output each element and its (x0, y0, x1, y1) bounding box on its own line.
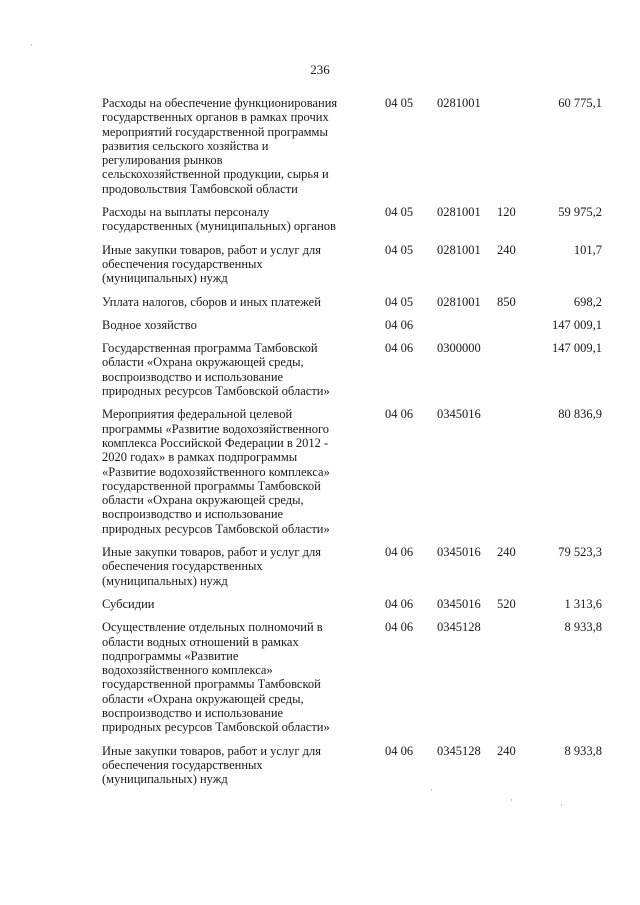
budget-table (102, 96, 602, 795)
row-expense-type: 240 (497, 545, 516, 560)
table-row (102, 205, 602, 234)
row-section-code: 04 06 (385, 596, 414, 611)
table-row (102, 620, 602, 734)
row-target-article: 0345128 (437, 743, 481, 758)
row-description: Государственная программа Тамбовской области «Охрана окружающей среды, воспроизводство и использование природных ресурсов Тамбовской области» (102, 341, 330, 399)
table-row (102, 318, 602, 332)
row-target-article: 0281001 (437, 242, 481, 257)
table-row (102, 597, 602, 611)
row-section-code: 04 05 (385, 96, 414, 110)
row-section-code: 04 06 (385, 620, 414, 635)
row-section-code: 04 06 (385, 545, 414, 560)
row-target-article: 0281001 (437, 96, 481, 110)
row-amount: 147 009,1 (552, 317, 602, 332)
row-amount: 698,2 (573, 294, 602, 309)
row-section-code: 04 05 (385, 294, 414, 309)
row-target-article: 0300000 (437, 341, 481, 356)
table-row (102, 545, 602, 588)
row-section-code: 04 05 (385, 205, 414, 220)
row-section-code: 04 05 (385, 242, 414, 257)
row-amount: 79 523,3 (558, 545, 602, 560)
row-amount: 60 775,1 (558, 96, 602, 110)
row-expense-type: 520 (497, 596, 516, 611)
table-row (102, 295, 602, 309)
row-amount: 101,7 (573, 242, 602, 257)
row-target-article: 0345016 (437, 545, 481, 560)
row-description: Субсидии (102, 596, 155, 611)
row-expense-type: 850 (497, 294, 516, 309)
scan-speck: · (560, 800, 563, 810)
row-section-code: 04 06 (385, 743, 414, 758)
row-amount: 59 975,2 (558, 205, 602, 220)
row-description: Водное хозяйство (102, 317, 197, 332)
row-description: Расходы на обеспечение функционирования государственных органов в рамках прочих мероприятий государственной программы развития сельского хозяйства и регулирования рынков сельскохозяйственной продукции, сырья и продовольствия Тамбовской области (102, 96, 338, 196)
scan-speck: · (430, 785, 433, 795)
row-target-article: 0345128 (437, 620, 481, 635)
row-section-code: 04 06 (385, 407, 414, 422)
row-amount: 80 836,9 (558, 407, 602, 422)
table-row (102, 407, 602, 536)
row-description: Иные закупки товаров, работ и услуг для обеспечения государственных (муниципальных) нужд (102, 242, 322, 286)
table-row (102, 341, 602, 398)
row-amount: 8 933,8 (564, 620, 602, 635)
row-amount: 1 313,6 (564, 596, 602, 611)
scan-speck: · (30, 40, 33, 50)
row-expense-type: 240 (497, 242, 516, 257)
table-row (102, 96, 602, 196)
row-section-code: 04 06 (385, 317, 414, 332)
row-target-article: 0281001 (437, 294, 481, 309)
scan-speck: · (510, 795, 513, 805)
row-amount: 8 933,8 (564, 743, 602, 758)
row-expense-type: 120 (497, 205, 516, 220)
row-description: Осуществление отдельных полномочий в области водных отношений в рамках подпрограммы «Развитие водохозяйственного комплекса» государственной программы Тамбовской области «Охрана окружающей среды, воспроизводство и использование природных ресурсов Тамбовской области» (102, 620, 330, 735)
row-description: Иные закупки товаров, работ и услуг для обеспечения государственных (муниципальных) нужд (102, 743, 322, 787)
row-description: Мероприятия федеральной целевой программы «Развитие водохозяйственного комплекса Российской Федерации в 2012 - 2020 годах» в рамках подпрограммы «Развитие водохозяйственного комплекса» государственной программы Тамбовской области «Охрана окружающей среды, воспроизводство и использование природных ресурсов Тамбовской области» (102, 407, 330, 536)
row-target-article: 0281001 (437, 205, 481, 220)
row-amount: 147 009,1 (552, 341, 602, 356)
row-description: Иные закупки товаров, работ и услуг для обеспечения государственных (муниципальных) нужд (102, 545, 322, 588)
table-row (102, 744, 602, 787)
page-number: 236 (310, 62, 330, 77)
row-target-article: 0345016 (437, 596, 481, 611)
row-section-code: 04 06 (385, 341, 414, 356)
row-target-article: 0345016 (437, 407, 481, 422)
row-description: Уплата налогов, сборов и иных платежей (102, 294, 321, 309)
row-description: Расходы на выплаты персоналу государственных (муниципальных) органов (102, 205, 336, 234)
table-row (102, 243, 602, 286)
row-expense-type: 240 (497, 743, 516, 758)
